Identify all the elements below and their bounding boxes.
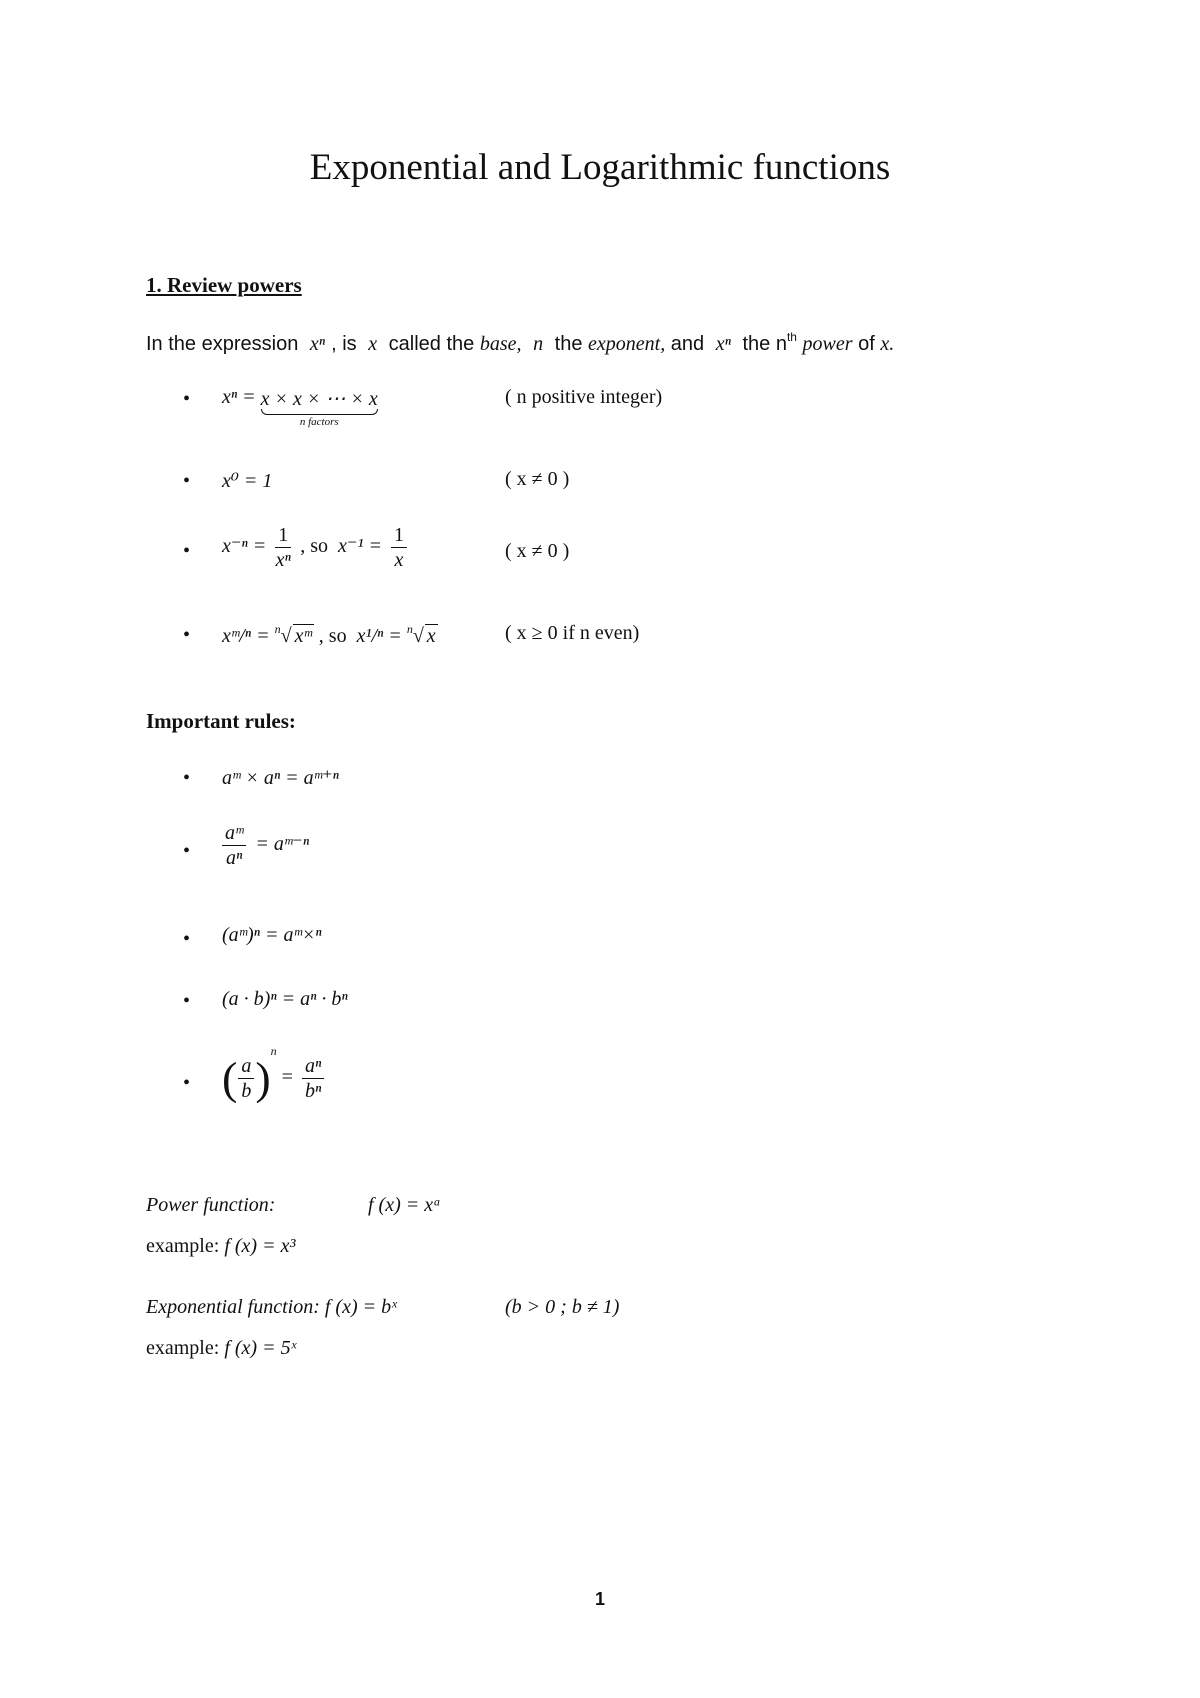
numerator: aⁿ	[302, 1054, 324, 1079]
intro-math: xⁿ	[715, 333, 731, 355]
formula-so: , so	[300, 535, 329, 558]
intro-text: the	[554, 333, 583, 355]
intro-superscript: th	[786, 330, 797, 344]
denominator: xⁿ	[275, 549, 291, 571]
fraction	[222, 821, 246, 870]
rule-quotient-power	[222, 1044, 328, 1103]
denominator: bⁿ	[304, 1079, 322, 1102]
bullet-marker: •	[183, 388, 191, 410]
fraction	[391, 523, 407, 572]
numerator: 1	[275, 523, 291, 548]
rule-product: aᵐ × aⁿ = aᵐ⁺ⁿ	[222, 767, 339, 789]
formula-lhs: x⁻ⁿ =	[222, 535, 267, 558]
rule-quotient	[222, 821, 309, 870]
intro-term-base: base,	[479, 333, 522, 355]
intro-text: the n	[742, 333, 787, 355]
page-number: 1	[594, 1589, 605, 1609]
exponential-condition-text: (b > 0 ; b ≠ 1)	[505, 1296, 620, 1318]
root-index: n	[406, 622, 413, 636]
power-function-line	[146, 1194, 275, 1217]
formula-lhs-2: x¹/ⁿ =	[356, 625, 402, 647]
example-label: example:	[146, 1235, 220, 1257]
power-function-formula-text: f (x) = xᵃ	[368, 1194, 442, 1216]
condition-text: ( x ≥ 0 if n even)	[505, 622, 640, 644]
bullet-marker: •	[183, 624, 191, 646]
formula-product: x × x × ⋯ × x	[260, 388, 378, 410]
exponential-example-formula: f (x) = 5ˣ	[224, 1337, 297, 1359]
power-example-formula: f (x) = x³	[224, 1235, 296, 1257]
page-title: Exponential and Logarithmic functions	[309, 147, 891, 188]
fraction	[238, 1054, 254, 1103]
exponential-function-line	[146, 1296, 397, 1319]
denominator: x	[394, 549, 404, 571]
denominator: b	[241, 1079, 252, 1102]
intro-text: In the expression	[146, 333, 299, 355]
example-label: example:	[146, 1337, 220, 1359]
bullet-marker: •	[183, 1072, 191, 1094]
radical-sign-icon: √	[412, 625, 424, 647]
brace-label: n factors	[299, 416, 339, 428]
root-index: n	[274, 622, 281, 636]
exponential-function-formula: f (x) = bˣ	[324, 1296, 397, 1318]
bullet-marker: •	[183, 767, 191, 789]
intro-math: x.	[880, 333, 895, 355]
intro-math: x	[368, 333, 378, 355]
bullet-marker: •	[183, 540, 191, 562]
intro-math: xⁿ	[309, 333, 326, 355]
intro-text: and	[670, 333, 705, 355]
power-example-line	[146, 1235, 295, 1258]
radicand: xᵐ	[294, 625, 312, 647]
exponent: n	[270, 1044, 277, 1058]
condition-text: ( x ≠ 0 )	[505, 468, 570, 490]
formula-rational-power	[222, 622, 438, 648]
rule-power-of-power: (aᵐ)ⁿ = aᵐ×ⁿ	[222, 924, 322, 946]
formula-power-definition	[222, 386, 378, 429]
intro-term-exponent: exponent,	[588, 333, 666, 355]
numerator: a	[238, 1054, 254, 1079]
rule-product-power: (a · b)ⁿ = aⁿ · bⁿ	[222, 988, 348, 1010]
fraction	[275, 523, 291, 572]
formula-lhs: xᵐ/ⁿ =	[222, 625, 270, 647]
numerator: aᵐ	[222, 821, 246, 846]
bullet-marker: •	[183, 990, 191, 1012]
rule-rhs: = aᵐ⁻ⁿ	[255, 833, 310, 856]
radical-sign-icon: √	[280, 625, 292, 647]
formula-lhs: xⁿ =	[222, 386, 256, 408]
exponential-example-line	[146, 1337, 296, 1360]
underbrace	[261, 386, 378, 429]
intro-text: called the	[388, 333, 475, 355]
exponential-condition	[505, 1296, 619, 1319]
bullet-marker: •	[183, 928, 191, 950]
exponential-function-label: Exponential function:	[146, 1296, 320, 1318]
intro-math: n	[533, 333, 544, 355]
equals-sign: =	[281, 1066, 293, 1088]
right-paren-icon: )	[255, 1052, 271, 1104]
left-paren-icon: (	[222, 1052, 238, 1104]
intro-term-power: power	[802, 333, 853, 355]
formula-lhs-2: x⁻¹ =	[338, 535, 382, 558]
radicand: x	[426, 625, 436, 647]
bullet-marker: •	[183, 470, 191, 492]
intro-text: , is	[331, 333, 357, 355]
condition-text: ( x ≠ 0 )	[505, 540, 570, 562]
condition-text: ( n positive integer)	[505, 386, 663, 408]
fraction	[302, 1054, 324, 1103]
important-rules-heading: Important rules:	[146, 709, 296, 733]
power-function-formula	[368, 1194, 441, 1217]
formula-so: , so	[318, 625, 347, 647]
formula-zero-power: x⁰ = 1	[222, 470, 273, 492]
bullet-marker: •	[183, 840, 191, 862]
numerator: 1	[391, 523, 407, 548]
formula-negative-power	[222, 523, 411, 572]
denominator: aⁿ	[226, 847, 243, 869]
section-heading-review-powers: 1. Review powers	[146, 273, 302, 297]
intro-paragraph	[146, 330, 894, 356]
power-function-label: Power function:	[146, 1194, 276, 1216]
intro-text: of	[858, 333, 875, 355]
